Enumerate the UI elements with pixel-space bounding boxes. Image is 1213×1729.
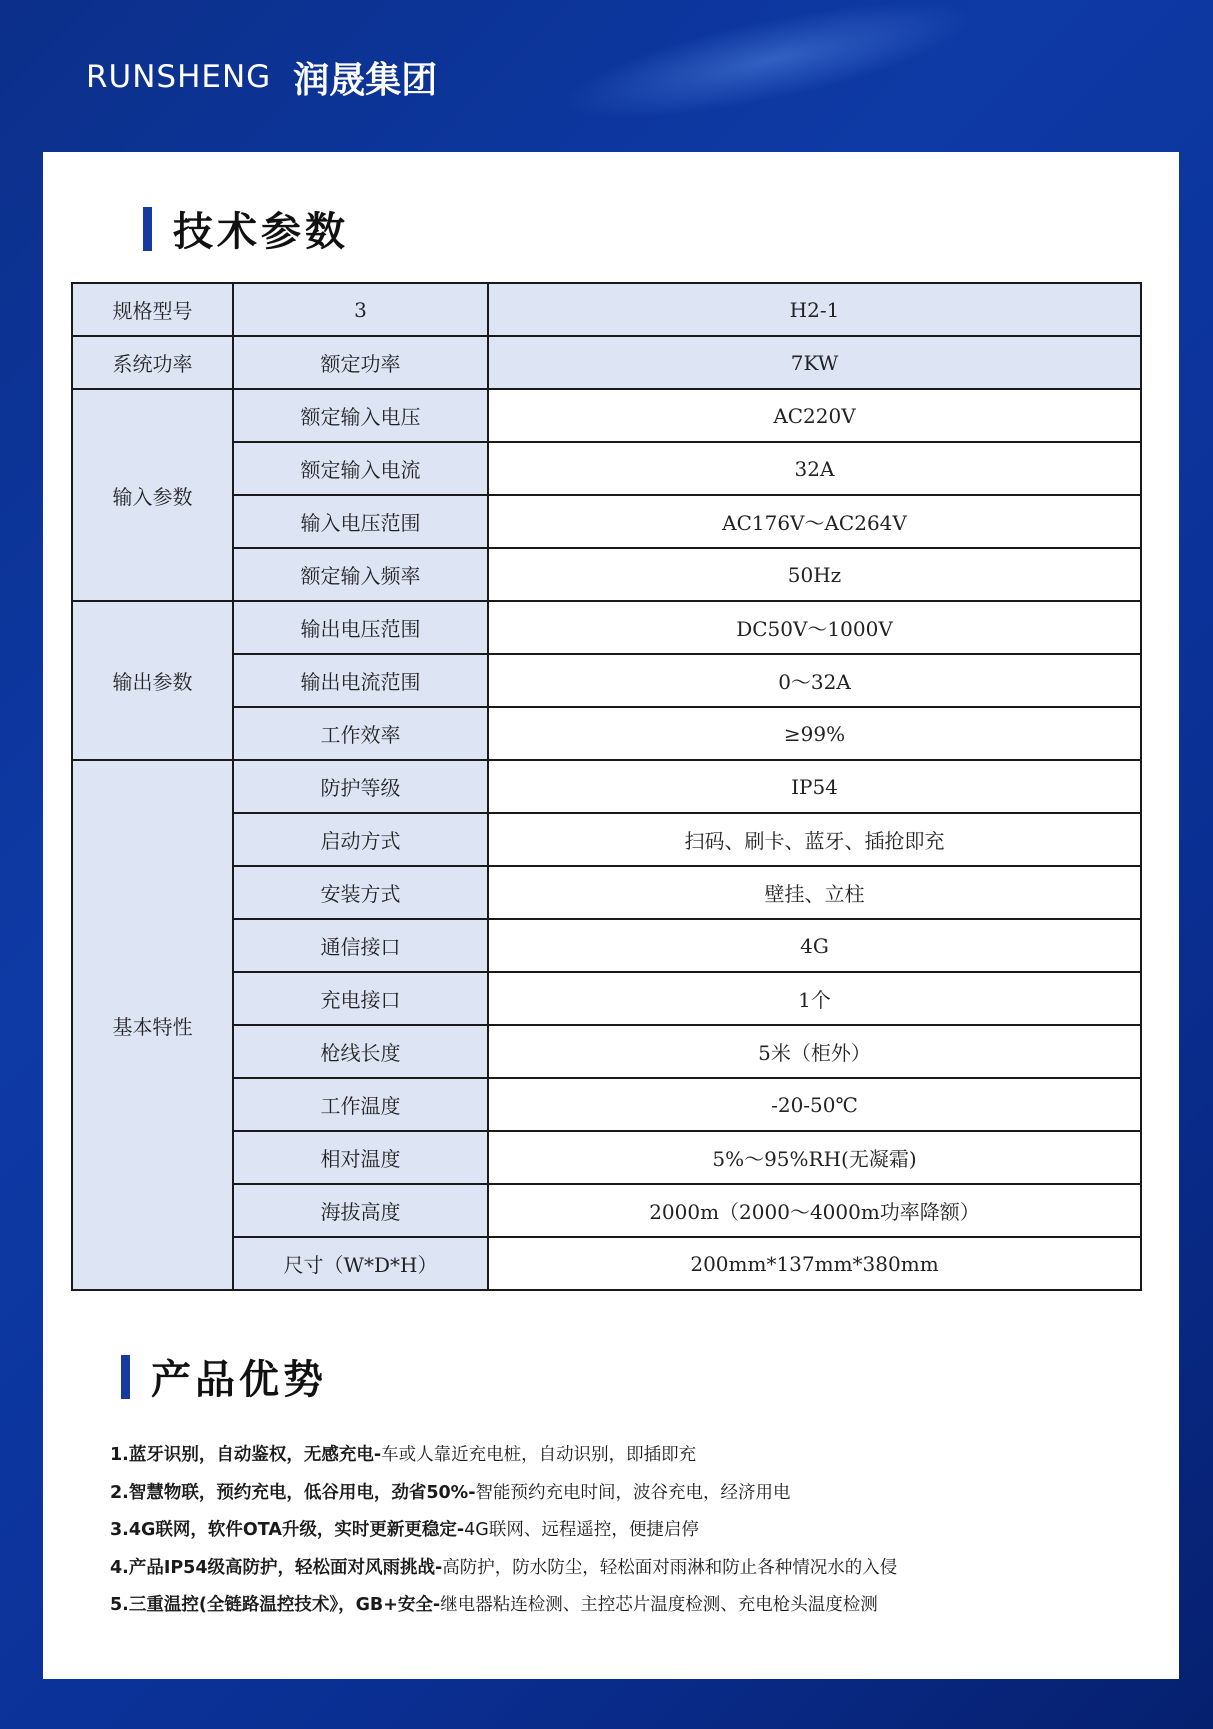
param-value-cell: ≥99% <box>488 707 1141 760</box>
brand-name-en: RUNSHENG <box>86 59 272 95</box>
table-row <box>72 707 1141 760</box>
param-name-cell: 额定输入频率 <box>233 548 488 601</box>
table-row <box>72 336 1141 389</box>
table-row <box>72 1237 1141 1290</box>
table-row <box>72 495 1141 548</box>
param-value-cell: DC50V～1000V <box>488 601 1141 654</box>
param-name-cell: 输入电压范围 <box>233 495 488 548</box>
param-value-cell: 1个 <box>488 972 1141 1025</box>
list-item <box>110 1550 1150 1588</box>
title-accent-bar <box>121 1355 130 1399</box>
advantages-list <box>110 1437 1150 1625</box>
brand-name-cn: 润晟集团 <box>293 59 438 101</box>
param-value-cell: 200mm*137mm*380mm <box>488 1237 1141 1290</box>
param-value-cell: 0～32A <box>488 654 1141 707</box>
advantage-headline: 5.三重温控(全链路温控技术》，GB+安全- <box>110 1595 441 1615</box>
param-value-cell: 4G <box>488 919 1141 972</box>
background-glow <box>556 0 983 143</box>
content-card <box>43 152 1179 1679</box>
table-row <box>72 654 1141 707</box>
list-item <box>110 1437 1150 1475</box>
param-name-cell: 工作温度 <box>233 1078 488 1131</box>
advantage-detail: 继电器粘连检测、主控芯片温度检测、充电枪头温度检测 <box>440 1595 878 1615</box>
table-row <box>72 919 1141 972</box>
table-row <box>72 1025 1141 1078</box>
advantage-detail: 高防护，防水防尘，轻松面对雨淋和防止各种情况水的入侵 <box>442 1557 898 1578</box>
advantage-detail: 4G联网、远程遥控，便捷启停 <box>464 1520 699 1540</box>
param-name-cell: 防护等级 <box>233 760 488 813</box>
advantages-section-title <box>121 1348 327 1405</box>
advantage-detail: 车或人靠近充电桩，自动识别，即插即充 <box>381 1445 697 1465</box>
title-accent-bar <box>143 207 152 251</box>
param-name-cell: 枪线长度 <box>233 1025 488 1078</box>
advantages-title-text: 产品优势 <box>151 1357 327 1403</box>
param-name-cell: 启动方式 <box>233 813 488 866</box>
param-value-cell: 2000m（2000～4000m功率降额） <box>488 1184 1141 1237</box>
param-value-cell: 5%～95%RH(无凝霜) <box>488 1131 1141 1184</box>
table-row <box>72 866 1141 919</box>
param-name-cell: 充电接口 <box>233 972 488 1025</box>
param-value-cell: 扫码、刷卡、蓝牙、插抢即充 <box>488 813 1141 866</box>
advantage-headline: 1.蓝牙识别，自动鉴权，无感充电- <box>110 1445 382 1465</box>
table-row <box>72 1184 1141 1237</box>
advantage-detail: 智能预约充电时间，波谷充电，经济用电 <box>475 1482 791 1503</box>
list-item <box>110 1475 1150 1513</box>
group-label-cell: 输出参数 <box>72 601 233 760</box>
param-name-cell: 输出电压范围 <box>233 601 488 654</box>
table-row <box>72 442 1141 495</box>
param-value-cell: 壁挂、立柱 <box>488 866 1141 919</box>
spec-section-title <box>143 200 349 257</box>
group-label-cell: 输入参数 <box>72 389 233 601</box>
param-name-cell: 海拔高度 <box>233 1184 488 1237</box>
brand-header <box>86 52 437 102</box>
spec-table <box>71 282 1142 1291</box>
param-value-cell: 5米（柜外） <box>488 1025 1141 1078</box>
table-cell: 7KW <box>488 336 1141 389</box>
table-row <box>72 548 1141 601</box>
list-item <box>110 1587 1150 1625</box>
param-name-cell: 相对温度 <box>233 1131 488 1184</box>
table-row <box>72 760 1141 813</box>
table-cell: 系统功率 <box>72 336 233 389</box>
param-value-cell: 50Hz <box>488 548 1141 601</box>
table-row <box>72 972 1141 1025</box>
table-cell: 额定功率 <box>233 336 488 389</box>
param-value-cell: 32A <box>488 442 1141 495</box>
param-value-cell: -20-50℃ <box>488 1078 1141 1131</box>
param-name-cell: 尺寸（W*D*H） <box>233 1237 488 1290</box>
table-row <box>72 601 1141 654</box>
table-row <box>72 283 1141 336</box>
group-label-cell: 基本特性 <box>72 760 233 1290</box>
table-cell: 规格型号 <box>72 283 233 336</box>
table-row <box>72 1078 1141 1131</box>
table-cell: 3 <box>233 283 488 336</box>
table-row <box>72 813 1141 866</box>
param-value-cell: AC220V <box>488 389 1141 442</box>
param-name-cell: 额定输入电压 <box>233 389 488 442</box>
param-name-cell: 通信接口 <box>233 919 488 972</box>
advantage-headline: 4.产品IP54级高防护，轻松面对风雨挑战- <box>110 1557 443 1578</box>
table-cell: H2-1 <box>488 283 1141 336</box>
advantage-headline: 2.智慧物联，预约充电，低谷用电，劲省50%- <box>110 1482 476 1503</box>
param-name-cell: 额定输入电流 <box>233 442 488 495</box>
spec-title-text: 技术参数 <box>173 209 349 255</box>
param-value-cell: AC176V～AC264V <box>488 495 1141 548</box>
advantage-headline: 3.4G联网，软件OTA升级，实时更新更稳定- <box>110 1520 465 1540</box>
param-name-cell: 工作效率 <box>233 707 488 760</box>
param-name-cell: 输出电流范围 <box>233 654 488 707</box>
param-name-cell: 安装方式 <box>233 866 488 919</box>
table-row <box>72 389 1141 442</box>
list-item <box>110 1512 1150 1550</box>
param-value-cell: IP54 <box>488 760 1141 813</box>
table-row <box>72 1131 1141 1184</box>
